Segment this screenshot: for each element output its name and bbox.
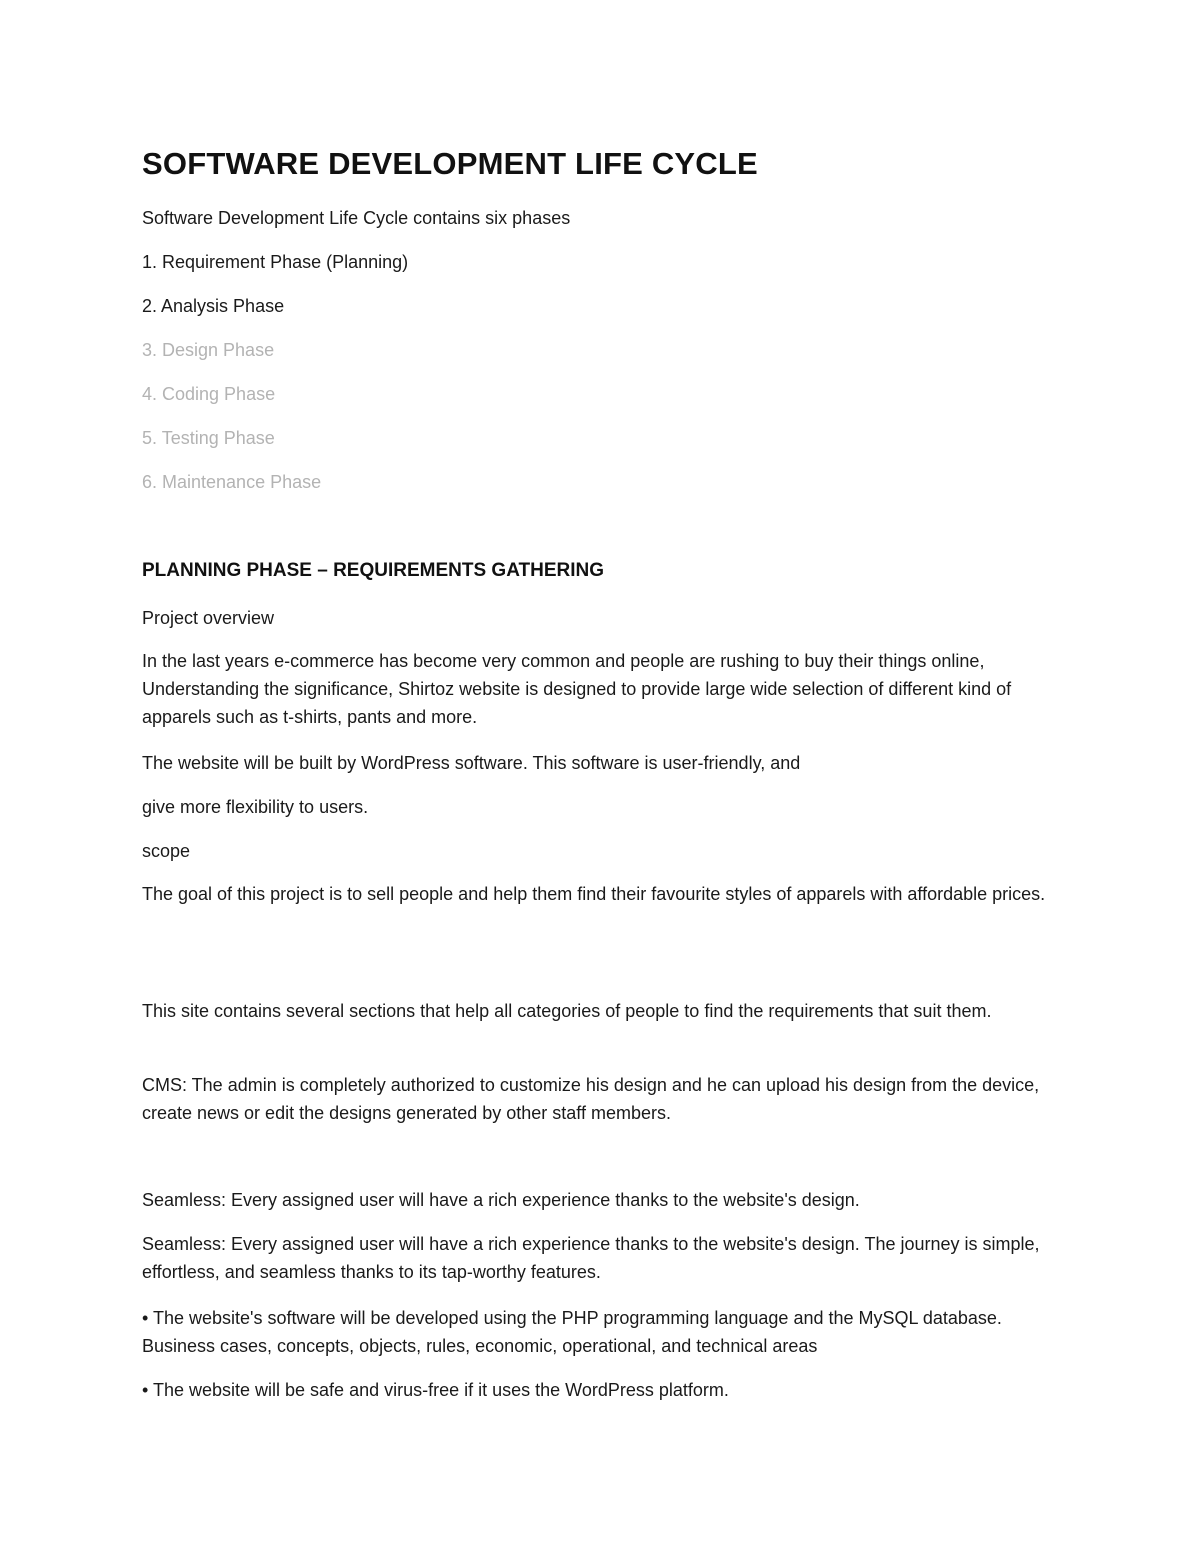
phase-item: 3. Design Phase <box>142 340 275 360</box>
seamless-long-paragraph: Seamless: Every assigned user will have a rich experience thanks to the website's design. The journey is simple, effortless, and seamless thanks to its tap-worthy features. <box>142 1234 1040 1282</box>
overview-paragraph: In the last years e-commerce has become very common and people are rushing to buy their things online, Understanding the significance, Shirtoz website is designed to provide large wide selection of different kind of apparels such as t-shirts, pants and more. <box>142 651 1012 727</box>
scope-label: scope <box>142 841 191 861</box>
document-title: SOFTWARE DEVELOPMENT LIFE CYCLE <box>142 146 758 181</box>
phase-item: 5. Testing Phase <box>142 428 275 448</box>
goal-paragraph: The goal of this project is to sell people and help them find their favourite styles of apparels with affordable prices. <box>142 884 1046 904</box>
sections-paragraph: This site contains several sections that help all categories of people to find the requirements that suit them. <box>142 1001 992 1021</box>
wordpress-paragraph: The website will be built by WordPress software. This software is user-friendly, and <box>142 753 801 773</box>
intro-text: Software Development Life Cycle contains six phases <box>142 208 571 228</box>
overview-label: Project overview <box>142 608 275 628</box>
phase-item: 2. Analysis Phase <box>142 296 285 316</box>
safe-bullet: • The website will be safe and virus-free if it uses the WordPress platform. <box>142 1380 729 1400</box>
phase-item: 4. Coding Phase <box>142 384 276 404</box>
phase-item: 6. Maintenance Phase <box>142 472 322 492</box>
section-heading: PLANNING PHASE – REQUIREMENTS GATHERING <box>142 560 605 581</box>
flexibility-paragraph: give more flexibility to users. <box>142 797 369 817</box>
seamless-short-paragraph: Seamless: Every assigned user will have a rich experience thanks to the website's design. <box>142 1190 860 1210</box>
phase-item: 1. Requirement Phase (Planning) <box>142 252 409 272</box>
php-bullet: • The website's software will be developed using the PHP programming language and the MySQL database. Business cases, concepts, objects, rules, economic, operational, and technical areas <box>142 1308 1002 1356</box>
cms-paragraph: CMS: The admin is completely authorized to customize his design and he can upload his design from the device, create news or edit the designs generated by other staff members. <box>142 1075 1040 1123</box>
